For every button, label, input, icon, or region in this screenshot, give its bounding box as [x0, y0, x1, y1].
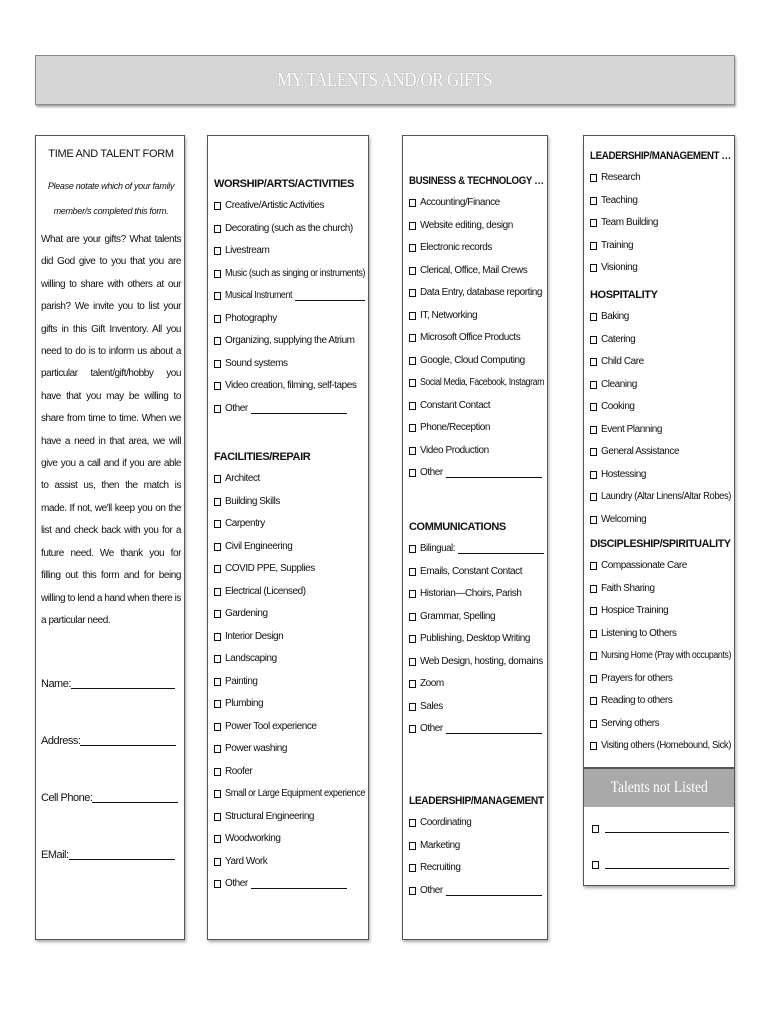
checkbox[interactable] [214, 858, 221, 866]
section-communications [409, 516, 544, 741]
checklist-item-social-media-facebook-instagram[interactable] [409, 372, 562, 395]
checklist-item-livestream[interactable] [214, 240, 365, 263]
checklist-item-serving-others[interactable] [590, 713, 735, 736]
name-label: Name: [41, 678, 71, 690]
checkbox[interactable] [214, 360, 221, 368]
checklist-item-musical-instrument[interactable] [214, 285, 365, 308]
checklist-item-roofer[interactable] [214, 761, 365, 784]
checklist-item-structural-engineering[interactable] [214, 806, 365, 829]
checklist-item-building-skills[interactable] [214, 491, 365, 514]
checklist-item-web-design-hosting-domains[interactable] [409, 651, 544, 674]
cell-phone-line[interactable] [92, 791, 178, 803]
item-label: Decorating (such as the church) [225, 222, 353, 234]
checklist-item-sales[interactable] [409, 696, 544, 719]
item-label: Compassionate Care [601, 560, 687, 571]
checkbox[interactable] [409, 222, 416, 230]
section-business [409, 170, 562, 485]
item-label: Reading to others [601, 695, 673, 706]
item-label: Other [420, 884, 443, 896]
item-label: Faith Sharing [601, 582, 655, 594]
checkbox[interactable] [590, 516, 597, 524]
checklist-item-microsoft-office-products[interactable] [409, 327, 562, 350]
checklist-item-cleaning[interactable] [590, 374, 731, 397]
column-worship-facilities [207, 135, 369, 940]
checklist-item-civil-engineering[interactable] [214, 536, 365, 559]
checkbox[interactable] [214, 292, 221, 300]
checkbox[interactable] [214, 678, 221, 686]
checklist-item-video-production[interactable] [409, 440, 562, 463]
item-label: Visiting others (Homebound, Sick) [601, 740, 732, 751]
checkbox[interactable] [409, 244, 416, 252]
section-facilities [214, 446, 365, 896]
checkbox[interactable] [592, 861, 599, 869]
checklist-item-music-such-as-singing-or-instruments[interactable] [214, 263, 365, 286]
checkbox[interactable] [409, 887, 416, 895]
checkbox[interactable] [214, 225, 221, 233]
item-label: Landscaping [225, 653, 277, 664]
checklist-item-research[interactable] [590, 167, 749, 190]
checklist-item-publishing-desktop-writing[interactable] [409, 628, 544, 651]
checklist-item-reading-to-others[interactable] [590, 690, 735, 713]
section-title: DISCIPLESHIP/SPIRITUALITY [590, 538, 731, 550]
talents-not-listed-header [584, 769, 734, 807]
item-label: Bilingual: [420, 543, 456, 554]
checklist-item-compassionate-care[interactable] [590, 555, 735, 578]
item-label: Training [601, 239, 634, 251]
item-label: Plumbing [225, 698, 264, 709]
checkbox[interactable] [590, 174, 597, 182]
write-in-line[interactable] [295, 291, 365, 301]
checklist-item-organizing-supplying-the-atrium[interactable] [214, 330, 365, 353]
checkbox[interactable] [214, 723, 221, 731]
address-label: Address: [41, 735, 81, 747]
item-label: Welcoming [601, 513, 647, 525]
section-title: FACILITIES/REPAIR [214, 451, 311, 463]
item-label: Building Skills [225, 495, 280, 507]
checklist-item-data-entry-database-reporting[interactable] [409, 282, 562, 305]
checkbox[interactable] [214, 745, 221, 753]
checkbox[interactable] [214, 633, 221, 641]
checklist-item-website-editing-design[interactable] [409, 215, 562, 238]
checkbox[interactable] [409, 447, 416, 455]
checkbox[interactable] [409, 357, 416, 365]
checkbox[interactable] [590, 562, 597, 570]
checkbox[interactable] [214, 768, 221, 776]
item-label: Livestream [225, 245, 270, 256]
checkbox[interactable] [214, 700, 221, 708]
checklist-item-nursing-home-pray-with-occupants[interactable] [590, 645, 735, 668]
section-title: HOSPITALITY [590, 289, 658, 301]
checkbox[interactable] [409, 568, 416, 576]
checklist-item-marketing[interactable] [409, 835, 555, 858]
section-leadership [409, 790, 555, 902]
checkbox[interactable] [409, 819, 416, 827]
item-label: Baking [601, 311, 629, 322]
checkbox[interactable] [590, 197, 597, 205]
write-in-line[interactable] [605, 859, 729, 869]
checkbox[interactable] [409, 289, 416, 297]
item-label: Publishing, Desktop Writing [420, 633, 530, 644]
write-in-line[interactable] [446, 724, 542, 734]
item-label: Constant Contact [420, 399, 491, 411]
item-label: Power washing [225, 743, 287, 754]
section-title: LEADERSHIP/MANAGEMENT [409, 795, 544, 807]
section-worship [214, 173, 365, 420]
column-business-communications [402, 135, 548, 940]
item-label: Microsoft Office Products [420, 332, 521, 343]
checkbox[interactable] [214, 337, 221, 345]
checkbox[interactable] [409, 635, 416, 643]
item-label: Carpentry [225, 518, 265, 529]
checklist-item-other[interactable] [214, 873, 365, 896]
checkbox[interactable] [409, 842, 416, 850]
item-label: Electronic records [420, 242, 492, 253]
page-title: MY TALENTS AND/OR GIFTS [277, 68, 493, 91]
item-label: IT, Networking [420, 309, 478, 321]
checklist-item-other[interactable] [409, 718, 544, 741]
checkbox[interactable] [590, 471, 597, 479]
checklist-item-training[interactable] [590, 235, 749, 258]
item-label: Yard Work [225, 855, 268, 867]
item-label: Listening to Others [601, 627, 677, 639]
checklist-item-catering[interactable] [590, 329, 731, 352]
checklist-item-child-care[interactable] [590, 351, 731, 374]
item-label: Sound systems [225, 357, 288, 369]
checkbox[interactable] [590, 675, 597, 683]
item-label: Video creation, filming, self-tapes [225, 380, 357, 391]
talent-entry-2[interactable] [592, 859, 729, 869]
address-field[interactable] [41, 734, 176, 747]
checkbox[interactable] [409, 545, 416, 553]
item-label: Laundry (Altar Linens/Altar Robes) [601, 491, 731, 502]
talents-not-listed-panel [583, 768, 735, 886]
checkbox[interactable] [590, 742, 597, 750]
item-label: Interior Design [225, 630, 284, 642]
talents-not-listed-title: Talents not Listed [610, 779, 708, 796]
item-label: Historian—Choirs, Parish [420, 588, 522, 599]
item-label: Video Production [420, 444, 489, 456]
checkbox[interactable] [214, 790, 221, 798]
section-discipleship [590, 533, 735, 758]
checkbox[interactable] [409, 334, 416, 342]
checkbox[interactable] [590, 336, 597, 344]
checklist-item-woodworking[interactable] [214, 828, 365, 851]
checklist-item-emails-constant-contact[interactable] [409, 561, 544, 584]
checkbox[interactable] [409, 469, 416, 477]
cell-phone-field[interactable] [41, 791, 178, 804]
item-label: Coordinating [420, 817, 472, 828]
email-label: EMail: [41, 849, 69, 861]
checklist-item-baking[interactable] [590, 306, 731, 329]
email-line[interactable] [69, 848, 175, 860]
item-label: Cleaning [601, 378, 637, 390]
item-label: COVID PPE, Supplies [225, 563, 315, 574]
item-label: Grammar, Spelling [420, 610, 496, 622]
form-title: TIME AND TALENT FORM [48, 148, 174, 160]
section-hospitality [590, 284, 731, 531]
checklist-item-gardening[interactable] [214, 603, 365, 626]
checklist-item-faith-sharing[interactable] [590, 578, 735, 601]
checkbox[interactable] [590, 630, 597, 638]
write-in-line[interactable] [605, 823, 729, 833]
checklist-item-recruiting[interactable] [409, 857, 555, 880]
checklist-item-it-networking[interactable] [409, 305, 562, 328]
checklist-item-accounting-finance[interactable] [409, 192, 562, 215]
checkbox[interactable] [214, 382, 221, 390]
checkbox[interactable] [590, 313, 597, 321]
checkbox[interactable] [409, 703, 416, 711]
item-label: Sales [420, 700, 443, 712]
item-label: Web Design, hosting, domains [420, 655, 543, 667]
checkbox[interactable] [590, 219, 597, 227]
checkbox[interactable] [214, 588, 221, 596]
item-label: Accounting/Finance [420, 197, 500, 208]
item-label: Data Entry, database reporting [420, 287, 542, 298]
checkbox[interactable] [590, 264, 597, 272]
section-title: LEADERSHIP/MANAGEMENT … [590, 150, 731, 162]
item-label: Visioning [601, 262, 638, 273]
checkbox[interactable] [590, 720, 597, 728]
item-label: Teaching [601, 194, 638, 206]
checklist-item-power-tool-experience[interactable] [214, 716, 365, 739]
checklist-item-laundry-altar-linens-altar-robes[interactable] [590, 486, 731, 509]
checkbox[interactable] [214, 247, 221, 255]
name-field[interactable] [41, 677, 175, 690]
checklist-item-architect[interactable] [214, 468, 365, 491]
checklist-item-welcoming[interactable] [590, 509, 731, 532]
item-label: Marketing [420, 839, 460, 851]
item-label: Prayers for others [601, 672, 673, 684]
checkbox[interactable] [590, 652, 597, 660]
checklist-item-hostessing[interactable] [590, 464, 731, 487]
item-label: Hostessing [601, 468, 646, 480]
item-label: Website editing, design [420, 219, 513, 231]
item-label: Organizing, supplying the Atrium [225, 335, 355, 346]
checkbox[interactable] [214, 813, 221, 821]
checklist-item-listening-to-others[interactable] [590, 623, 735, 646]
item-label: Child Care [601, 356, 644, 367]
item-label: Recruiting [420, 862, 461, 873]
checklist-item-team-building[interactable] [590, 212, 749, 235]
item-label: Social Media, Facebook, Instagram [420, 377, 545, 388]
item-label: Electrical (Licensed) [225, 585, 306, 597]
checklist-item-other[interactable] [214, 398, 365, 421]
checkbox[interactable] [409, 267, 416, 275]
checklist-item-creative-artistic-activities[interactable] [214, 195, 365, 218]
form-note: Please notate which of your family member/s completed this form. [47, 181, 175, 216]
checkbox[interactable] [214, 610, 221, 618]
checkbox[interactable] [409, 658, 416, 666]
write-in-line[interactable] [446, 468, 542, 478]
item-label: Small or Large Equipment experience [225, 788, 366, 799]
checklist-item-grammar-spelling[interactable] [409, 606, 544, 629]
checklist-item-painting[interactable] [214, 671, 365, 694]
checklist-item-sound-systems[interactable] [214, 353, 365, 376]
item-label: Structural Engineering [225, 810, 315, 822]
checkbox[interactable] [409, 312, 416, 320]
item-label: Serving others [601, 717, 660, 729]
checkbox[interactable] [590, 403, 597, 411]
section-title: WORSHIP/ARTS/ACTIVITIES [214, 178, 354, 190]
checkbox[interactable] [409, 402, 416, 410]
checklist-item-zoom[interactable] [409, 673, 544, 696]
checklist-item-electronic-records[interactable] [409, 237, 562, 260]
write-in-line[interactable] [458, 544, 544, 554]
item-label: Creative/Artistic Activities [225, 200, 325, 211]
checkbox[interactable] [214, 202, 221, 210]
checklist-item-coordinating[interactable] [409, 812, 555, 835]
intro-panel [35, 135, 185, 940]
checklist-item-google-cloud-computing[interactable] [409, 350, 562, 373]
column-leadership-hospitality-discipleship [583, 135, 735, 768]
checkbox[interactable] [590, 585, 597, 593]
write-in-line[interactable] [446, 886, 542, 896]
section-title: BUSINESS & TECHNOLOGY … [409, 175, 544, 187]
checklist-item-other[interactable] [409, 880, 555, 903]
checklist-item-historian-choirs-parish[interactable] [409, 583, 544, 606]
checklist-item-teaching[interactable] [590, 190, 749, 213]
item-label: Nursing Home (Pray with occupants) [601, 650, 731, 661]
checkbox[interactable] [214, 655, 221, 663]
item-label: Woodworking [225, 833, 281, 844]
checklist-item-event-planning[interactable] [590, 419, 731, 442]
checkbox[interactable] [409, 199, 416, 207]
checklist-item-phone-reception[interactable] [409, 417, 562, 440]
checklist-item-small-or-large-equipment-experience[interactable] [214, 783, 365, 806]
checkbox[interactable] [590, 426, 597, 434]
checklist-item-decorating-such-as-the-church[interactable] [214, 218, 365, 241]
checkbox[interactable] [590, 358, 597, 366]
checklist-item-bilingual[interactable] [409, 538, 544, 561]
checklist-item-interior-design[interactable] [214, 626, 365, 649]
checkbox[interactable] [409, 725, 416, 733]
checklist-item-visioning[interactable] [590, 257, 749, 280]
write-in-line[interactable] [251, 404, 347, 414]
item-label: General Assistance [601, 446, 680, 457]
checkbox[interactable] [590, 242, 597, 250]
checkbox[interactable] [590, 381, 597, 389]
checklist-item-visiting-others-homebound-sick[interactable] [590, 735, 735, 758]
checkbox[interactable] [214, 315, 221, 323]
checklist-item-general-assistance[interactable] [590, 441, 731, 464]
checkbox[interactable] [590, 607, 597, 615]
checklist-item-constant-contact[interactable] [409, 395, 562, 418]
item-label: Team Building [601, 217, 658, 228]
checklist-item-video-creation-filming-self-tapes[interactable] [214, 375, 365, 398]
write-in-line[interactable] [251, 879, 347, 889]
item-label: Other [225, 878, 248, 889]
title-banner [35, 55, 735, 105]
item-label: Civil Engineering [225, 540, 293, 552]
checkbox[interactable] [214, 543, 221, 551]
item-label: Architect [225, 473, 260, 484]
item-label: Emails, Constant Contact [420, 565, 523, 577]
checklist-item-landscaping[interactable] [214, 648, 365, 671]
item-label: Other [420, 467, 443, 478]
section-title: COMMUNICATIONS [409, 521, 506, 533]
checkbox[interactable] [590, 493, 597, 501]
cell-phone-label: Cell Phone: [41, 792, 93, 804]
checklist-item-hospice-training[interactable] [590, 600, 735, 623]
item-label: Other [225, 402, 248, 414]
checkbox[interactable] [590, 448, 597, 456]
checkbox[interactable] [214, 475, 221, 483]
item-label: Power Tool experience [225, 720, 317, 732]
form-instructions: What are your gifts? What talents did God give to you that you are willing to share with others at our parish? We invite you to list your gifts in this Gift Inventory. All you need to do is to inform us about a particular talent/gift/hobby you have that you may be willing to share from time to time. When we have a need in that area, we will give you a call and if you are able to assist us, then the match is made. If not, we'll keep you on the list and check back with you for a future need. We thank you for filling out this form and for being willing to lend a hand when there is a particular need. [41, 234, 181, 626]
checkbox[interactable] [409, 613, 416, 621]
checkbox[interactable] [592, 825, 599, 833]
item-label: Roofer [225, 765, 253, 777]
checklist-item-yard-work[interactable] [214, 851, 365, 874]
checklist-item-prayers-for-others[interactable] [590, 668, 735, 691]
checklist-item-power-washing[interactable] [214, 738, 365, 761]
checkbox[interactable] [409, 864, 416, 872]
item-label: Phone/Reception [420, 422, 490, 433]
checkbox[interactable] [409, 424, 416, 432]
item-label: Catering [601, 333, 636, 345]
checklist-item-carpentry[interactable] [214, 513, 365, 536]
checkbox[interactable] [409, 590, 416, 598]
email-field[interactable] [41, 848, 175, 861]
item-label: Gardening [225, 608, 268, 619]
item-label: Cooking [601, 401, 635, 412]
checkbox[interactable] [214, 270, 221, 278]
checklist-item-plumbing[interactable] [214, 693, 365, 716]
item-label: Google, Cloud Computing [420, 354, 525, 366]
checklist-item-other[interactable] [409, 462, 562, 485]
checklist-item-electrical-licensed[interactable] [214, 581, 365, 604]
item-label: Musical Instrument [225, 290, 293, 301]
checkbox[interactable] [214, 835, 221, 843]
item-label: Music (such as singing or instruments) [225, 267, 366, 279]
item-label: Painting [225, 675, 258, 687]
item-label: Research [601, 172, 641, 183]
section-leadership-continued [590, 145, 749, 280]
item-label: Hospice Training [601, 605, 669, 616]
checkbox[interactable] [214, 520, 221, 528]
checklist-item-clerical-office-mail-crews[interactable] [409, 260, 562, 283]
checklist-item-cooking[interactable] [590, 396, 731, 419]
checkbox[interactable] [214, 565, 221, 573]
checkbox[interactable] [590, 697, 597, 705]
talent-entry-1[interactable] [592, 823, 729, 833]
item-label: Event Planning [601, 423, 662, 435]
checkbox[interactable] [214, 880, 221, 888]
item-label: Photography [225, 312, 277, 324]
address-line[interactable] [80, 734, 176, 746]
item-label: Clerical, Office, Mail Crews [420, 264, 528, 276]
checkbox[interactable] [214, 405, 221, 413]
checkbox[interactable] [214, 498, 221, 506]
item-label: Other [420, 723, 443, 734]
name-line[interactable] [71, 677, 175, 689]
checkbox[interactable] [409, 680, 416, 688]
checkbox[interactable] [409, 379, 416, 387]
item-label: Zoom [420, 678, 444, 689]
checklist-item-photography[interactable] [214, 308, 365, 331]
checklist-item-covid-ppe-supplies[interactable] [214, 558, 365, 581]
